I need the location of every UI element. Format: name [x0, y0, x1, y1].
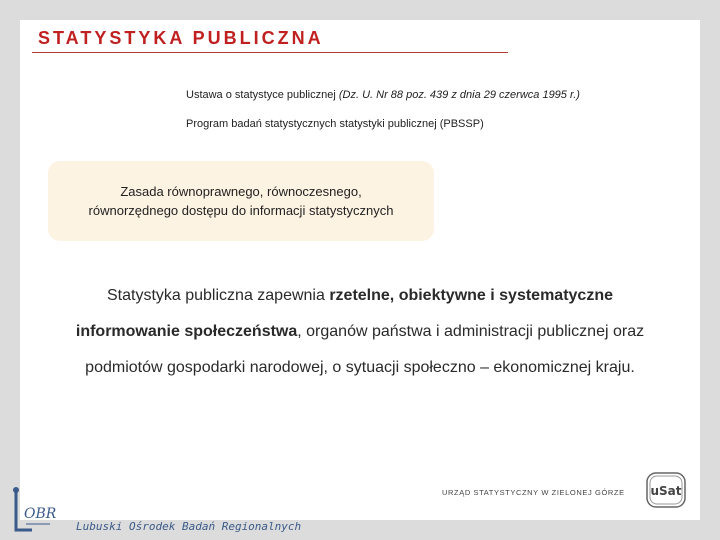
act-name: Ustawa o statystyce publicznej [186, 89, 336, 101]
slide [20, 20, 700, 533]
act-reference [186, 89, 580, 101]
main-text-emphasis: rzetelne, obiektywne i systematyczne informowanie społeczeństwa [75, 287, 613, 340]
main-text-start: Statystyka publiczna zapewnia [106, 287, 330, 304]
principle-line-2: równorzędnego dostępu do informacji statystycznych [88, 203, 394, 218]
main-statement [60, 278, 660, 386]
slide-title: STATYSTYKA PUBLICZNA [38, 28, 324, 48]
principle-line-1: Zasada równoprawnego, równoczesnego, [120, 184, 362, 199]
principle-box [48, 161, 434, 241]
svg-text:OBR: OBR [24, 506, 57, 522]
act-citation: (Dz. U. Nr 88 poz. 439 z dnia 29 czerwca 1995 r.) [338, 89, 580, 101]
obr-logo-caption: Lubuski Ośrodek Badań Regionalnych [76, 520, 302, 533]
usat-logo-icon [646, 472, 686, 508]
program-reference: Program badań statystycznych statystyki publicznej (PBSSP) [186, 118, 484, 130]
statistical-office-name: URZĄD STATYSTYCZNY W ZIELONEJ GÓRZE [442, 488, 625, 497]
main-text-end: , organów państwa i administracji publicznej oraz podmiotów gospodarki narodowej, o sytuacji społeczno – ekonomicznej kraju. [85, 323, 645, 376]
svg-text:uSat: uSat [650, 484, 682, 498]
title-underline [32, 52, 508, 53]
